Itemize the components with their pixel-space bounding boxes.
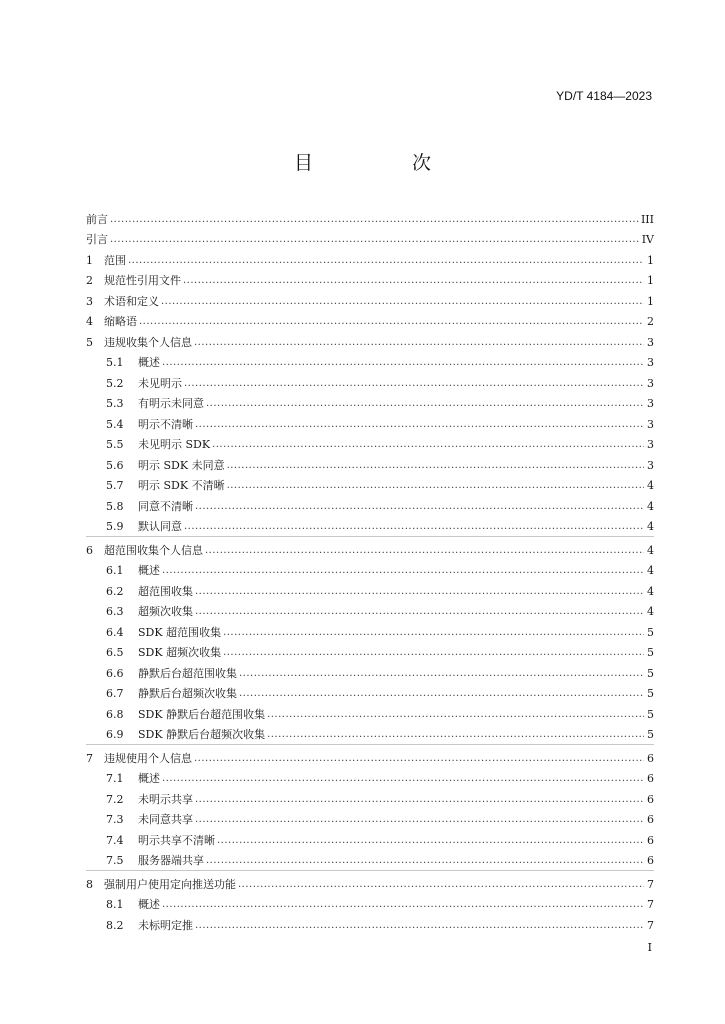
toc-entry-page: 3 — [647, 438, 654, 451]
toc-entry-label: 概述 — [138, 772, 160, 785]
toc-entry-page: 4 — [647, 520, 654, 533]
dot-leader — [195, 605, 644, 619]
toc-entry-page: 5 — [647, 625, 654, 639]
toc-entry-label: 未见明示 SDK — [138, 438, 211, 451]
toc-entry-number: 6.1 — [106, 564, 124, 577]
dot-leader — [162, 898, 644, 912]
toc-entry-page: 4 — [647, 605, 654, 618]
dot-leader — [162, 772, 644, 786]
toc-entry-label: 静默后台超频次收集 — [138, 687, 237, 700]
toc-entry-number: 6.8 — [106, 707, 124, 721]
toc-entry-number: 3 — [86, 294, 93, 308]
toc-entry-label: 明示共享不清晰 — [138, 833, 215, 847]
dot-leader — [267, 728, 644, 742]
toc-entry[interactable] — [86, 599, 654, 620]
dot-leader — [217, 834, 644, 848]
toc-entry-label: SDK 静默后台超频次收集 — [138, 728, 266, 741]
toc-entry[interactable] — [86, 848, 654, 869]
toc-entry-page: 4 — [647, 564, 654, 577]
toc-entry-label: 默认同意 — [138, 520, 182, 533]
toc-entry-page: 6 — [647, 854, 654, 867]
dot-leader — [195, 813, 644, 827]
toc-entry-page: 5 — [647, 666, 654, 680]
dot-leader — [267, 708, 644, 722]
toc-entry[interactable] — [86, 745, 654, 766]
dot-leader — [162, 564, 644, 578]
toc-entry-page: 5 — [647, 646, 654, 659]
toc-entry-number: 6.6 — [106, 666, 124, 680]
toc-entry-label: SDK 超频次收集 — [138, 646, 222, 659]
toc-entry-page: III — [640, 212, 654, 226]
toc-entry[interactable] — [86, 350, 654, 371]
toc-entry-label: 超范围收集个人信息 — [104, 543, 203, 557]
toc-entry[interactable] — [86, 514, 654, 535]
toc-entry-label: SDK 静默后台超范围收集 — [138, 707, 266, 721]
toc-entry[interactable] — [86, 247, 654, 268]
toc-entry-page: 3 — [647, 458, 654, 472]
toc-entry[interactable] — [86, 827, 654, 848]
dot-leader — [227, 459, 644, 473]
toc-entry-number: 2 — [86, 274, 93, 287]
toc-entry-page: 6 — [647, 792, 654, 806]
toc-entry-page: 5 — [647, 728, 654, 741]
toc-entry[interactable] — [86, 268, 654, 289]
toc-entry[interactable] — [86, 391, 654, 412]
toc-entry-page: IV — [641, 233, 654, 246]
toc-entry[interactable] — [86, 432, 654, 453]
toc-entry-page: 4 — [647, 543, 654, 557]
toc-entry-number: 5 — [86, 335, 93, 349]
toc-entry-number: 1 — [86, 253, 93, 267]
dot-leader — [110, 213, 639, 227]
dot-leader — [128, 254, 644, 268]
toc-entry-label: 违规使用个人信息 — [104, 751, 192, 765]
toc-entry-label: 未同意共享 — [138, 813, 193, 826]
toc-entry[interactable] — [86, 807, 654, 828]
toc-entry-label: 概述 — [138, 898, 160, 911]
toc-entry-label: SDK 超范围收集 — [138, 625, 222, 639]
toc-entry[interactable] — [86, 619, 654, 640]
toc-entry-page: 2 — [647, 315, 654, 328]
toc-entry-label: 缩略语 — [104, 315, 137, 328]
toc-entry-label: 术语和定义 — [104, 294, 159, 308]
dot-leader — [194, 752, 644, 766]
page-number: I — [647, 941, 652, 954]
toc-entry-label: 未见明示 — [138, 376, 182, 390]
toc-entry-page: 3 — [647, 376, 654, 390]
toc-entry[interactable] — [86, 681, 654, 702]
toc-entry-number: 6.9 — [106, 728, 124, 741]
toc-entry-number: 8.2 — [106, 918, 124, 932]
toc-entry-number: 5.9 — [106, 520, 124, 533]
toc-entry-number: 5.7 — [106, 479, 124, 492]
dot-leader — [239, 667, 644, 681]
toc-entry-number: 8.1 — [106, 898, 124, 911]
toc-entry[interactable] — [86, 558, 654, 579]
toc-entry-label: 未标明定推 — [138, 918, 193, 932]
toc-entry-label: 同意不清晰 — [138, 499, 193, 513]
toc-entry[interactable] — [86, 411, 654, 432]
toc-entry[interactable] — [86, 640, 654, 661]
toc-entry-label: 违规收集个人信息 — [104, 335, 192, 349]
toc-entry-number: 5.5 — [106, 438, 124, 451]
toc-entry-page: 3 — [647, 417, 654, 431]
toc-entry-number: 6 — [86, 543, 93, 557]
toc-entry-number: 6.5 — [106, 646, 124, 659]
toc-entry-number: 7.3 — [106, 813, 124, 826]
dot-leader — [239, 687, 644, 701]
toc-entry-number: 5.6 — [106, 458, 124, 472]
dot-leader — [184, 377, 644, 391]
toc-entry-label: 范围 — [104, 253, 126, 267]
toc-entry-number: 4 — [86, 315, 93, 328]
toc-entry-label: 有明示未同意 — [138, 397, 204, 410]
toc-entry-label: 概述 — [138, 356, 160, 369]
dot-leader — [205, 544, 644, 558]
dot-leader — [183, 274, 644, 288]
dot-leader — [223, 646, 644, 660]
toc-entry-page: 1 — [647, 253, 654, 267]
toc-entry-page: 7 — [647, 877, 654, 891]
toc-entry-label: 明示 SDK 未同意 — [138, 458, 225, 472]
toc-entry[interactable] — [86, 892, 654, 913]
dot-leader — [195, 585, 644, 599]
toc-entry-page: 6 — [647, 751, 654, 765]
toc-entry[interactable] — [86, 660, 654, 681]
toc-entry-number: 7.4 — [106, 833, 124, 847]
dot-leader — [110, 233, 640, 247]
toc-entry-label: 未明示共享 — [138, 792, 193, 806]
toc-entry-page: 3 — [647, 397, 654, 410]
toc-entry-page: 3 — [647, 335, 654, 349]
toc-entry[interactable] — [86, 227, 654, 248]
toc-entry[interactable] — [86, 786, 654, 807]
document-code: YD/T 4184—2023 — [556, 89, 652, 103]
toc-entry-label: 强制用户使用定向推送功能 — [104, 877, 236, 891]
toc-entry[interactable] — [86, 288, 654, 309]
toc-entry-page: 5 — [647, 687, 654, 700]
toc-entry[interactable] — [86, 206, 654, 227]
toc-entry-label: 前言 — [86, 212, 108, 226]
toc-entry[interactable] — [86, 537, 654, 558]
table-of-contents — [86, 206, 654, 933]
toc-entry-page: 7 — [647, 898, 654, 911]
toc-entry-number: 6.2 — [106, 584, 124, 598]
dot-leader — [212, 438, 644, 452]
toc-entry[interactable] — [86, 370, 654, 391]
toc-entry-number: 7 — [86, 751, 93, 765]
dot-leader — [227, 479, 644, 493]
toc-entry[interactable] — [86, 493, 654, 514]
toc-entry[interactable] — [86, 578, 654, 599]
toc-entry-label: 概述 — [138, 564, 160, 577]
toc-entry-page: 4 — [647, 499, 654, 513]
toc-entry-label: 超范围收集 — [138, 584, 193, 598]
toc-entry-label: 明示不清晰 — [138, 417, 193, 431]
toc-entry-number: 6.7 — [106, 687, 124, 700]
toc-entry[interactable] — [86, 701, 654, 722]
toc-entry-label: 超频次收集 — [138, 605, 193, 618]
toc-entry-number: 7.5 — [106, 854, 124, 867]
toc-entry-number: 5.1 — [106, 356, 124, 369]
toc-entry-number: 5.8 — [106, 499, 124, 513]
toc-entry-page: 4 — [647, 584, 654, 598]
toc-entry-number: 5.2 — [106, 376, 124, 390]
toc-entry[interactable] — [86, 722, 654, 743]
toc-entry-label: 规范性引用文件 — [104, 274, 181, 287]
toc-entry-label: 静默后台超范围收集 — [138, 666, 237, 680]
toc-entry-page: 1 — [647, 274, 654, 287]
dot-leader — [195, 793, 644, 807]
toc-entry-number: 5.3 — [106, 397, 124, 410]
toc-entry-page: 3 — [647, 356, 654, 369]
toc-entry-label: 引言 — [86, 233, 108, 246]
toc-entry[interactable] — [86, 912, 654, 933]
toc-entry-number: 7.1 — [106, 772, 124, 785]
toc-entry-number: 8 — [86, 877, 93, 891]
toc-entry[interactable] — [86, 309, 654, 330]
toc-entry-label: 明示 SDK 不清晰 — [138, 479, 225, 492]
toc-entry-number: 6.4 — [106, 625, 124, 639]
toc-entry[interactable] — [86, 871, 654, 892]
dot-leader — [195, 500, 644, 514]
toc-entry-page: 1 — [647, 294, 654, 308]
toc-entry-page: 6 — [647, 772, 654, 785]
dot-leader — [195, 418, 644, 432]
toc-entry[interactable] — [86, 473, 654, 494]
toc-entry-number: 6.3 — [106, 605, 124, 618]
toc-entry[interactable] — [86, 766, 654, 787]
dot-leader — [206, 854, 644, 868]
dot-leader — [223, 626, 644, 640]
toc-entry-label: 服务器端共享 — [138, 854, 204, 867]
toc-entry[interactable] — [86, 329, 654, 350]
toc-entry-page: 6 — [647, 833, 654, 847]
toc-entry-page: 4 — [647, 479, 654, 492]
dot-leader — [139, 315, 644, 329]
page-title: 目 次 — [293, 152, 471, 174]
toc-entry[interactable] — [86, 452, 654, 473]
dot-leader — [195, 919, 644, 933]
dot-leader — [194, 336, 644, 350]
dot-leader — [206, 397, 644, 411]
toc-entry-page: 6 — [647, 813, 654, 826]
toc-entry-page: 7 — [647, 918, 654, 932]
dot-leader — [162, 356, 644, 370]
dot-leader — [184, 520, 644, 534]
toc-entry-number: 5.4 — [106, 417, 124, 431]
toc-entry-page: 5 — [647, 707, 654, 721]
toc-entry-number: 7.2 — [106, 792, 124, 806]
dot-leader — [238, 878, 644, 892]
dot-leader — [161, 295, 644, 309]
